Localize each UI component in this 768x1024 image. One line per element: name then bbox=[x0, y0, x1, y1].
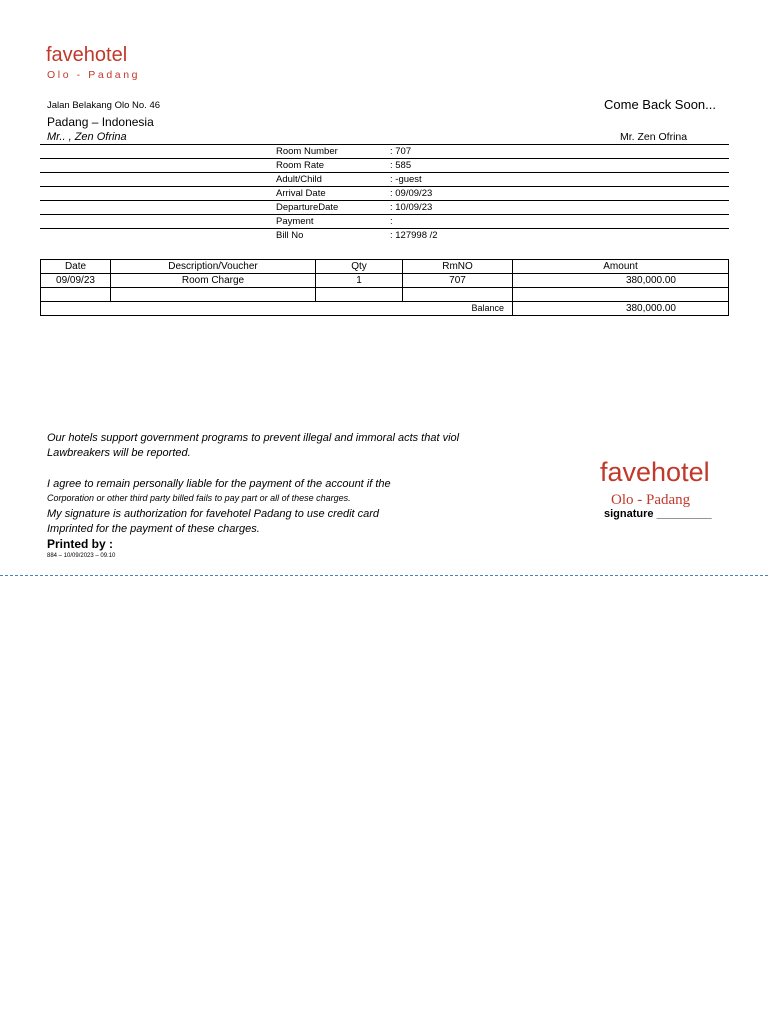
charges-header-row bbox=[41, 260, 729, 274]
info-row-room-rate bbox=[40, 159, 729, 173]
info-label: Adult/Child bbox=[276, 173, 390, 187]
balance-label: Balance bbox=[41, 302, 513, 316]
charges-table bbox=[40, 259, 729, 316]
terms-line-5: My signature is authorization for favehotel Padang to use credit card bbox=[47, 508, 380, 520]
table-row bbox=[41, 274, 729, 288]
info-value: : -guest bbox=[390, 173, 729, 187]
hotel-address-street: Jalan Belakang Olo No. 46 bbox=[47, 100, 161, 111]
column-header-description: Description/Voucher bbox=[111, 260, 316, 274]
column-header-qty: Qty bbox=[316, 260, 403, 274]
cell-date: 09/09/23 bbox=[41, 274, 111, 288]
cut-line-divider bbox=[0, 575, 768, 576]
terms-line-4: Corporation or other third party billed fails to pay part or all of these charges. bbox=[47, 493, 351, 503]
info-label: Room Rate bbox=[276, 159, 390, 173]
info-label: Payment bbox=[276, 215, 390, 229]
terms-line-2: Lawbreakers will be reported. bbox=[47, 447, 191, 459]
terms-line-6: Imprinted for the payment of these charges. bbox=[47, 523, 260, 535]
info-row-bill-no bbox=[40, 229, 729, 243]
column-header-amount: Amount bbox=[513, 260, 729, 274]
column-header-rmno: RmNO bbox=[403, 260, 513, 274]
greeting-text: Come Back Soon... bbox=[604, 97, 716, 112]
balance-row bbox=[41, 302, 729, 316]
signature-line: signature _________ bbox=[604, 508, 712, 520]
brand-logo-name: favehotel bbox=[46, 44, 128, 66]
info-value: : 10/09/23 bbox=[390, 201, 729, 215]
guest-name-right: Mr. Zen Ofrina bbox=[620, 131, 688, 143]
stay-info-table bbox=[40, 144, 729, 242]
info-label: DepartureDate bbox=[276, 201, 390, 215]
footer-brand-logo-subtitle: Olo - Padang bbox=[611, 492, 691, 508]
guest-name-left: Mr.. , Zen Ofrina bbox=[47, 131, 127, 143]
terms-line-1: Our hotels support government programs to prevent illegal and immoral acts that viol bbox=[47, 432, 460, 444]
hotel-address-city: Padang – Indonesia bbox=[47, 115, 154, 129]
printed-by-label: Printed by : bbox=[47, 537, 114, 551]
info-label: Room Number bbox=[276, 145, 390, 159]
print-code: 884 – 10/09/2023 – 09.10 bbox=[47, 553, 116, 559]
info-value: : bbox=[390, 215, 729, 229]
column-header-date: Date bbox=[41, 260, 111, 274]
table-row-empty bbox=[41, 288, 729, 302]
cell-amount: 380,000.00 bbox=[513, 274, 729, 288]
info-value: : 09/09/23 bbox=[390, 187, 729, 201]
info-value: : 127998 /2 bbox=[390, 229, 729, 243]
info-value: : 585 bbox=[390, 159, 729, 173]
balance-value: 380,000.00 bbox=[513, 302, 729, 316]
info-row-payment bbox=[40, 215, 729, 229]
info-value: : 707 bbox=[390, 145, 729, 159]
footer-brand-logo-name: favehotel bbox=[600, 457, 710, 487]
info-row-adult-child bbox=[40, 173, 729, 187]
brand-logo-subtitle: Olo - Padang bbox=[47, 69, 141, 81]
cell-description: Room Charge bbox=[111, 274, 316, 288]
info-row-departure-date bbox=[40, 201, 729, 215]
cell-rmno: 707 bbox=[403, 274, 513, 288]
info-row-arrival-date bbox=[40, 187, 729, 201]
info-label: Arrival Date bbox=[276, 187, 390, 201]
info-row-room-number bbox=[40, 145, 729, 159]
info-label: Bill No bbox=[276, 229, 390, 243]
terms-line-3: I agree to remain personally liable for the payment of the account if the bbox=[47, 478, 391, 490]
cell-qty: 1 bbox=[316, 274, 403, 288]
